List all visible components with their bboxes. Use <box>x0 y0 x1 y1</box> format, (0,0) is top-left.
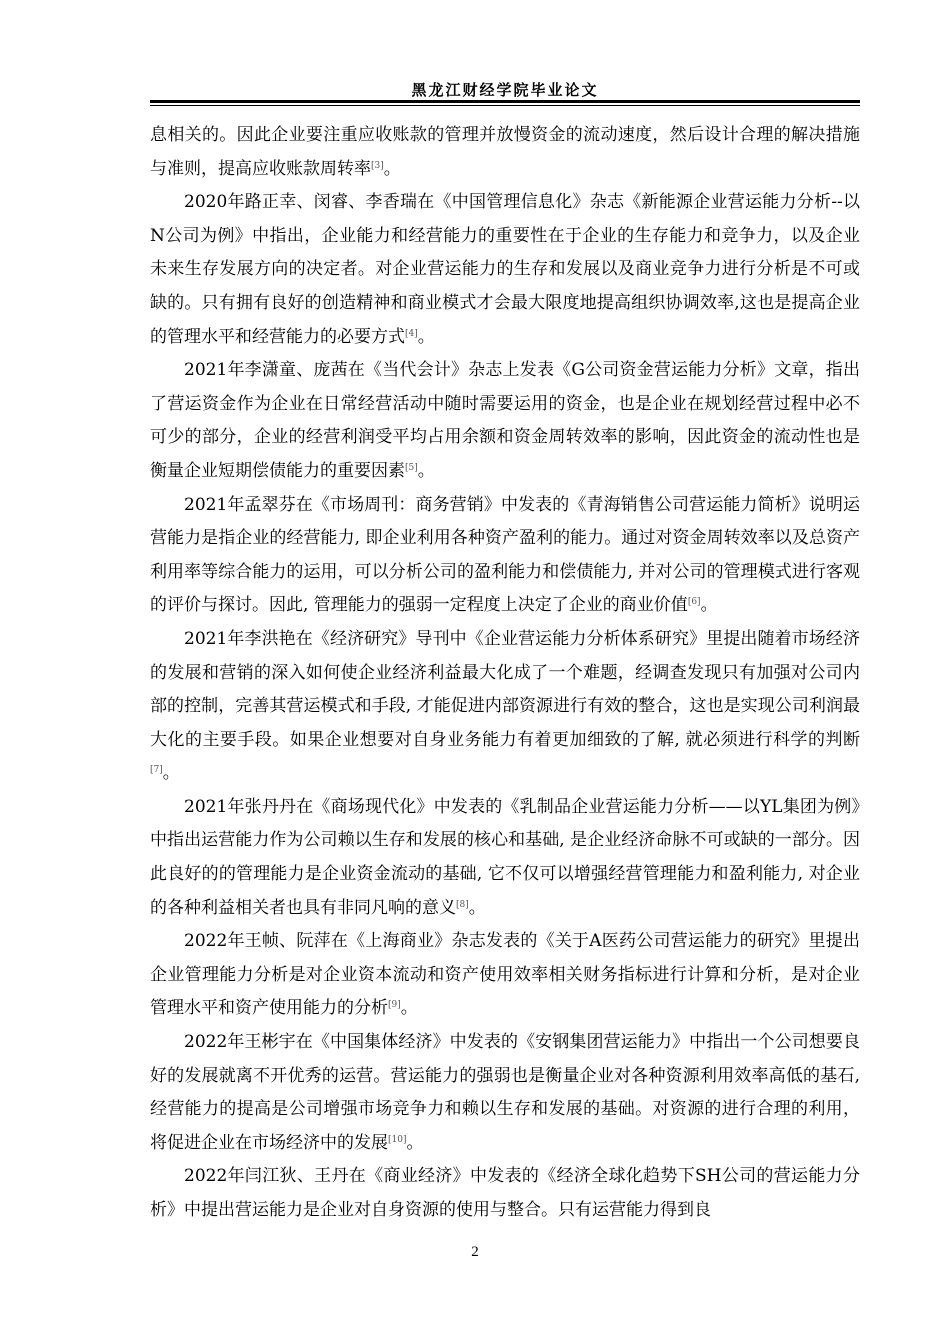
paragraph: 2022年王彬宇在《中国集体经济》中发表的《安钢集团营运能力》中指出一个公司想要良好的发展就离不开优秀的运营。营运能力的强弱也是衡量企业对各种资源利用效率高低的基石,经营能力的提高是公司增强市场竞争力和赖以生存和发展的基础。对资源的进行合理的利用，将促进企业在市场经济中的发展[10]。 <box>150 1032 860 1153</box>
paragraph: 2021年李潇童、庞茜在《当代会计》杂志上发表《G公司资金营运能力分析》文章，指出了营运资金作为企业在日常经营活动中随时需要运用的资金，也是企业在规划经营过程中必不可少的部分，企业的经营利润受平均占用余额和资金周转效率的影响，因此资金的流动性也是衡量企业短期偿债能力的重要因素[5]。 <box>150 360 860 481</box>
citation: [3] <box>371 160 384 171</box>
paragraph: 2021年孟翠芬在《市场周刊：商务营销》中发表的《青海销售公司营运能力简析》说明运营能力是指企业的经营能力, 即企业利用各种资产盈利的能力。通过对资金周转效率以及总资产利用率等综合能力的运用，可以分析公司的盈利能力和偿债能力, 并对公司的管理模式进行客观的评价与探讨。因此, 管理能力的强弱一定程度上决定了企业的商业价值[6]。 <box>150 494 860 616</box>
header-rule-thick <box>150 100 860 103</box>
body-text <box>150 119 860 1228</box>
paragraph: 2021年张丹丹在《商场现代化》中发表的《乳制品企业营运能力分析——以YL集团为例》中指出运营能力作为公司赖以生存和发展的核心和基础, 是企业经济命脉不可或缺的一部分。因此良好的的管理能力是企业资金流动的基础, 它不仅可以增强经营管理能力和盈利能力, 对企业的各种利益相关者也具有非同凡响的意义[8]。 <box>150 796 860 918</box>
citation: [5] <box>405 462 418 473</box>
paragraph: 2021年李洪艳在《经济研究》导刊中《企业营运能力分析体系研究》里提出随着市场经济的发展和营销的深入如何使企业经济利益最大化成了一个难题，经调查发现只有加强对公司内部的控制，完善其营运模式和手段, 才能促进内部资源进行有效的整合，这也是实现公司利润最大化的主要手段。如果企业想要对自身业务能力有着更加细致的了解, 就必须进行科学的判断[7]。 <box>150 628 860 784</box>
citation: [7] <box>150 765 163 776</box>
page-number: 2 <box>471 1244 479 1260</box>
header-rule-thin <box>150 105 860 106</box>
page-header-title: 黑龙江财经学院毕业论文 <box>411 81 599 99</box>
paragraph: 2022年王帧、阮萍在《上海商业》杂志发表的《关于A医药公司营运能力的研究》里提出企业管理能力分析是对企业资本流动和资产使用效率相关财务指标进行计算和分析，是对企业管理水平和资产使用能力的分析[9]。 <box>150 931 860 1019</box>
citation: [10] <box>388 1134 407 1145</box>
paragraph: 2022年闫江狄、王丹在《商业经济》中发表的《经济全球化趋势下SH公司的营运能力分析》中提出营运能力是企业对自身资源的使用与整合。只有运营能力得到良 <box>150 1166 860 1220</box>
paragraph: 2020年路正幸、闵睿、李香瑞在《中国管理信息化》杂志《新能源企业营运能力分析--以N公司为例》中指出，企业能力和经营能力的重要性在于企业的生存能力和竞争力，以及企业未来生存发展方向的决定者。对企业营运能力的生存和发展以及商业竞争力进行分析是不可或缺的。只有拥有良好的创造精神和商业模式才会最大限度地提高组织协调效率,这也是提高企业的管理水平和经营能力的必要方式[4]。 <box>150 192 860 347</box>
paragraph-continued: 息相关的。因此企业要注重应收账款的管理并放慢资金的流动速度，然后设计合理的解决措施与准则，提高应收账款周转率[3]。 <box>150 125 860 179</box>
citation: [6] <box>687 597 701 608</box>
citation: [8] <box>456 899 469 910</box>
citation: [9] <box>388 1000 401 1011</box>
citation: [4] <box>405 328 418 339</box>
